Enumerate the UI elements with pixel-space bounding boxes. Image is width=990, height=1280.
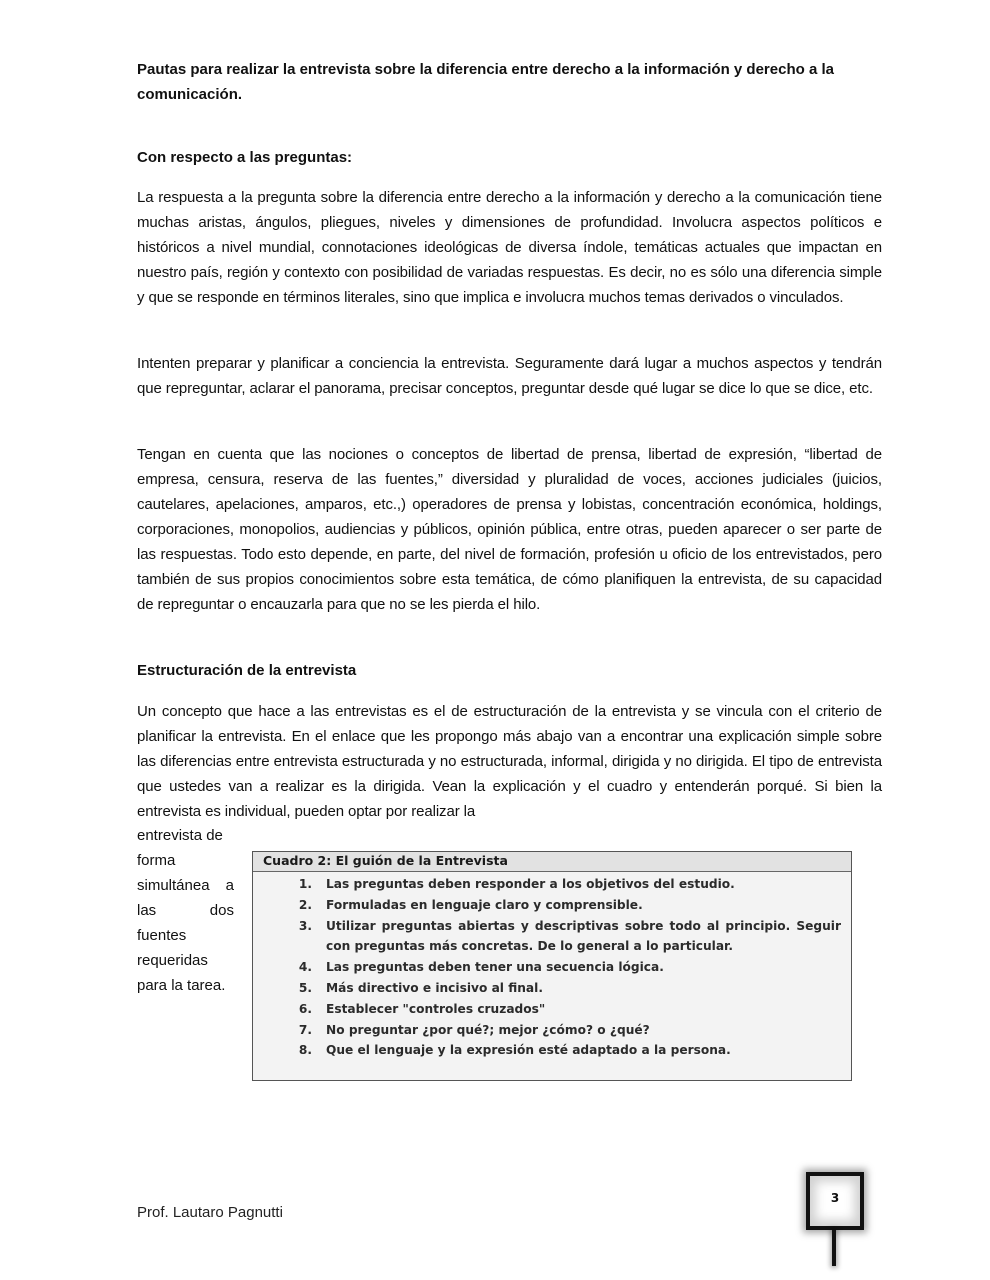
list-item bbox=[253, 916, 841, 958]
paragraph-2: Intenten preparar y planificar a conciencia la entrevista. Seguramente dará lugar a muchos aspectos y tendrán que repreguntar, aclarar el panorama, precisar conceptos, preguntar desde qué lugar se dice lo que se dice, etc. bbox=[137, 355, 882, 397]
list-item bbox=[253, 957, 841, 978]
item-text: Establecer "controles cruzados" bbox=[326, 1001, 546, 1016]
list-item bbox=[253, 895, 841, 916]
footer-author: Prof. Lautaro Pagnutti bbox=[137, 1204, 283, 1221]
item-number: 6. bbox=[298, 1001, 312, 1016]
page-number: 3 bbox=[810, 1191, 860, 1205]
page-number-badge bbox=[806, 1172, 864, 1230]
item-text: Las preguntas deben responder a los objetivos del estudio. bbox=[326, 877, 735, 891]
item-text: Que el lenguaje y la expresión esté adaptado a la persona. bbox=[326, 1043, 731, 1058]
paragraph-1: La respuesta a la pregunta sobre la diferencia entre derecho a la información y derecho a la comunicación tiene muchas aristas, ángulos, pliegues, niveles y dimensiones de profundidad. Involucra aspectos políticos e históricos a nivel mundial, connotaciones ideológicas de diversa índole, temáticas actuales que impactan en nuestro país, región y contexto con posibilidad de variadas respuestas. Es decir, no es sólo una diferencia simple y que se responde en términos literales, sino que implica e involucra muchos temas derivados o vinculados. bbox=[137, 189, 882, 306]
side-line: entrevista de bbox=[137, 827, 223, 844]
item-text: Más directivo e incisivo al final. bbox=[326, 980, 543, 995]
page-badge-stem bbox=[832, 1230, 836, 1266]
section-heading-preguntas: Con respecto a las preguntas: bbox=[137, 149, 353, 166]
side-line: simultánea a bbox=[137, 877, 234, 894]
item-number: 1. bbox=[298, 877, 312, 891]
item-number: 2. bbox=[298, 897, 312, 912]
item-number: 8. bbox=[298, 1043, 312, 1058]
item-number: 3. bbox=[298, 918, 312, 933]
interview-script-table bbox=[252, 851, 852, 1081]
list-item bbox=[253, 1040, 841, 1061]
side-line: fuentes bbox=[137, 927, 187, 944]
side-line: forma bbox=[137, 852, 176, 869]
list-item bbox=[253, 999, 841, 1020]
item-text: Utilizar preguntas abiertas y descriptivas sobre todo al principio. Seguir con preguntas más concretas. De lo general a lo particular. bbox=[326, 918, 841, 954]
item-text: Las preguntas deben tener una secuencia lógica. bbox=[326, 960, 664, 975]
side-line: requeridas bbox=[137, 952, 208, 969]
item-number: 5. bbox=[298, 980, 312, 995]
table-title: Cuadro 2: El guión de la Entrevista bbox=[253, 852, 851, 872]
item-number: 4. bbox=[298, 960, 312, 975]
list-item bbox=[253, 874, 841, 895]
list-item bbox=[253, 978, 841, 999]
paragraph-3: Tengan en cuenta que las nociones o conceptos de libertad de prensa, libertad de expresión, “libertad de empresa, censura, reserva de las fuentes,” diversidad y pluralidad de voces, acciones judiciales (juicios, cautelares, apelaciones, amparos, etc.,) operadores de prensa y lobistas, concentración económica, holdings, corporaciones, monopolios, audiencias y públicos, opinión pública, entre otras, pueden aparecer o ser parte de las respuestas. Todo esto depende, en parte, del nivel de formación, profesión u oficio de los entrevistados, pero también de sus propios conocimientos sobre esta temática, de cómo planifiquen la entrevista, de su capacidad de repreguntar o encauzarla para que no se les pierda el hilo. bbox=[137, 446, 882, 613]
table-list bbox=[253, 872, 851, 1061]
item-text: Formuladas en lenguaje claro y comprensible. bbox=[326, 897, 643, 912]
paragraph-4: Un concepto que hace a las entrevistas es el de estructuración de la entrevista y se vincula con el criterio de planificar la entrevista. En el enlace que les propongo más abajo van a encontrar una explicación simple sobre las diferencias entre entrevista estructurada y no estructurada, informal, dirigida y no dirigida. El tipo de entrevista que ustedes van a realizar es la dirigida. Vean la explicación y el cuadro y entenderán porqué. Si bien la entrevista es individual, pueden optar por realizar la bbox=[137, 703, 882, 820]
document-title: Pautas para realizar la entrevista sobre la diferencia entre derecho a la información y derecho a la comunicación. bbox=[137, 61, 834, 103]
section-heading-estructuracion: Estructuración de la entrevista bbox=[137, 662, 357, 679]
wrapped-side-text bbox=[137, 823, 234, 998]
side-line: para la tarea. bbox=[137, 977, 226, 994]
side-line: las dos bbox=[137, 902, 234, 919]
item-number: 7. bbox=[298, 1022, 312, 1037]
list-item bbox=[253, 1020, 841, 1041]
item-text: No preguntar ¿por qué?; mejor ¿cómo? o ¿qué? bbox=[326, 1022, 650, 1037]
